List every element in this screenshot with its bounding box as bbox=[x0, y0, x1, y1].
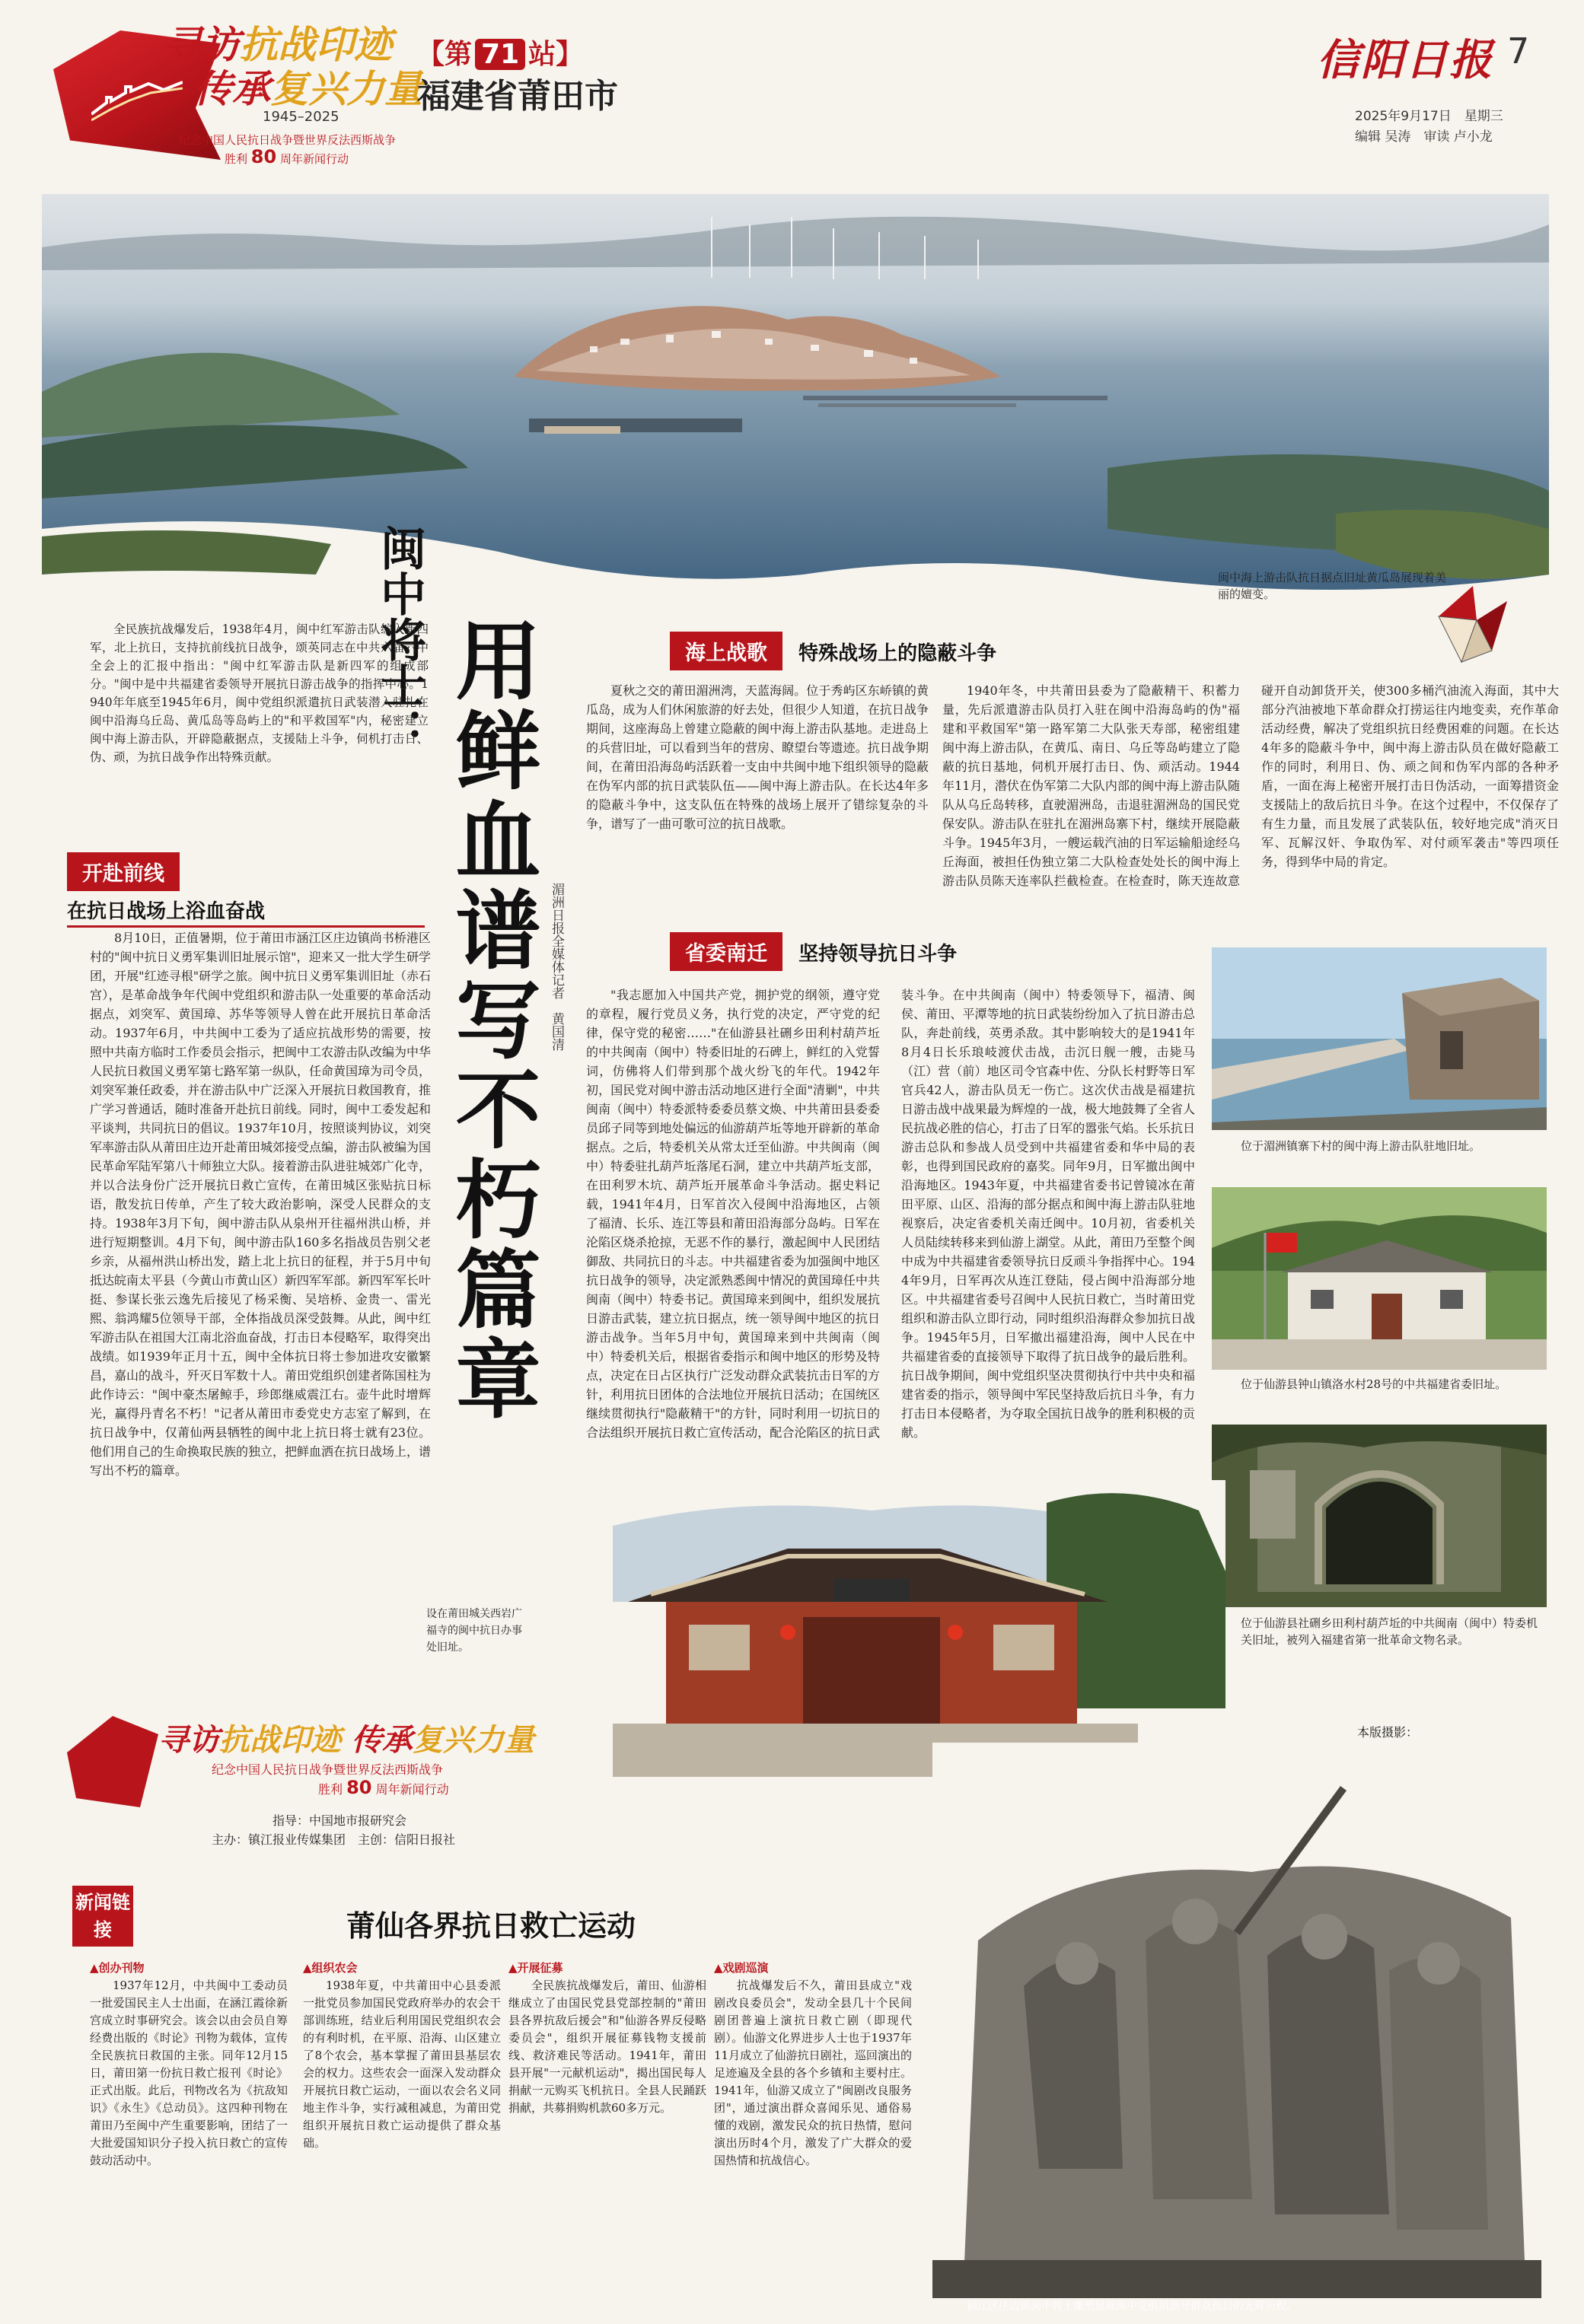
section-3-tag: 省委南迁 bbox=[670, 932, 782, 971]
section-2-tag: 海上战歌 bbox=[670, 632, 782, 670]
news-link-badge: 新闻链接 bbox=[72, 1886, 133, 1947]
pier-caption: 位于湄洲镇寨下村的闽中海上游击队驻地旧址。 bbox=[1241, 1139, 1481, 1153]
section-3-header bbox=[670, 932, 1203, 985]
sculpture-caption: 涵江区庄边镇闽中将士雕塑展现闽中党组织领导群众抗日的光辉历程。 bbox=[967, 2300, 1297, 2313]
campaign-footer bbox=[67, 1716, 554, 1891]
masthead bbox=[0, 0, 1584, 205]
campaign-footer-subtitle-2: 胜利 80 周年新闻行动 bbox=[318, 1777, 449, 1798]
section-2-subtitle: 特殊战场上的隐蔽斗争 bbox=[798, 642, 997, 665]
pier-photo bbox=[1212, 947, 1547, 1130]
island-aerial-image bbox=[42, 194, 1549, 628]
campaign-footer-slogan: 寻访抗战印迹 传承复兴力量 bbox=[158, 1722, 534, 1758]
sculpture-photo bbox=[932, 1743, 1541, 2298]
city-title: 福建省莆田市 bbox=[417, 77, 618, 116]
campaign-footer-guide: 指导：中国地市报研究会 bbox=[272, 1813, 407, 1828]
news-item-1: ▲创办刊物 1937年12月，中共闽中工委动员一批爱国民主人士出面，在涵江霞徐新宫成立时事研究会。该会以由会员自筹经费出版的《时论》刊物为载体，宣传全民族抗日救国的主张。同年12月15日，莆田第一份抗日救亡报刊《时论》正式出版。此后，刊物改名为《抗敌知识》《永生》《总动员》。这四种刊物在莆田乃至闽中产生重要影响，团结了一大批爱国知识分子投入抗日救亡的宣传鼓动活动中。 bbox=[90, 1961, 288, 2167]
cave-caption: 位于仙游县社硎乡田利村葫芦坵的中共闽南（闽中）特委机关旧址，被列入福建省第一批革命文物名录。 bbox=[1241, 1616, 1538, 1647]
news-item-2-heading: ▲组织农会 bbox=[303, 1961, 358, 1975]
station-label: 【第 71 站】 bbox=[417, 39, 584, 70]
intro-paragraph: 全民族抗战爆发后，1938年4月，闽中红军游击队编入新四军，北上抗日，支持抗前线抗日战争，颂英同志在中共六届六中全会上的汇报中指出："闽中红军游击队是新四军的组成部分。"闽中是中共福建省委领导开展抗日游击战争的指挥中心。1940年年底至1945年6月，闽中党组织派遣抗日武装潜入驻扎在闽中沿海乌丘岛、黄瓜岛等岛屿上的"和平救国军"内，秘密建立闽中海上游击队，开辟隐蔽据点，支援陆上斗争，伺机打击日、伪、顽，为抗日战争作出特殊贡献。 bbox=[90, 622, 429, 764]
issue-date: 2025年9月17日 星期三 bbox=[1355, 109, 1503, 124]
news-item-4-heading: ▲戏剧巡演 bbox=[714, 1961, 769, 1975]
headline-title: 用鲜血谱写不朽篇章 bbox=[441, 616, 541, 1425]
committee-building-caption: 位于仙游县钟山镇洛水村28号的中共福建省委旧址。 bbox=[1241, 1377, 1507, 1391]
campaign-footer-subtitle: 纪念中国人民抗日战争暨世界反法西斯战争 bbox=[212, 1762, 444, 1777]
campaign-footer-host: 主办：镇江报业传媒集团 主创：信阳日报社 bbox=[212, 1832, 456, 1847]
section-3-body: "我志愿加入中国共产党，拥护党的纲领，遵守党的章程，履行党员义务，执行党的决定，严守党的纪律，保守党的秘密……"在仙游县社硎乡田利村葫芦坵的中共闽南（闽中）特委旧址的石碑上，鲜红的入党誓词，仿佛将人们带到那个战火纷飞的年代。1942年初，国民党对闽中游击活动地区进行全面"清剿"，中共闽南（闽中）特委派特委委员蔡文焕、中共莆田县委委员邱子同等到地处偏远的仙游葫芦坵等地开辟新的革命据点。之后，特委机关从常太迁至仙游。中共闽南（闽中）特委驻扎葫芦坵落尾石洞，建立中共葫芦坵支部，在田利罗木坑、葫芦坵开展革命斗争活动。据史料记载，1941年4月，日军首次入侵闽中沿海地区，占领了福清、长乐、连江等县和莆田沿海部分岛屿。日军在沦陷区烧杀抢掠，无恶不作的暴行，激起闽中人民团结御敌、共同抗日的斗志。中共福建省委为加强闽中地区抗日战争的领导，决定派熟悉闽中情况的黄国璋任中共闽南（闽中）特委书记。黄国璋来到闽中，组织发展抗日游击武装，建立抗日据点，统一领导闽中地区的抗日游击战争。当年5月中旬，黄国璋来到中共闽南（闽中）特委机关后，根据省委指示和闽中地区的形势及特点，决定在日占区执行广泛发动群众武装抗击日军的方针，利用抗日团体的合法地位开展抗日活动；在国统区继续贯彻执行"隐蔽精干"的方针，同时利用一切抗日的合法组织开展抗日救亡宣传活动，配合沦陷区的抗日武装斗争。在中共闽南（闽中）特委领导下，福清、闽侯、莆田、平潭等地的抗日武装纷纷加入了抗日游击总队，奔赴前线，英勇杀敌。其中影响较大的是1941年8月4日长乐琅岐渡伏击战，击沉日舰一艘，击毙马（江）营（前）地区司令官森中佐、分队长村野等日军官兵42人，游击队员无一伤亡。这次伏击战是福建抗日游击战中战果最为辉煌的一战，极大地鼓舞了全省人民抗战必胜的信心，打击了日军的嚣张气焰。长乐抗日游击总队和参战人员受到中共福建省委和华中局的表彰，也得到国民政府的嘉奖。同年9月，日军撤出闽中沿海地区。1943年夏，中共福建省委书记曾镜冰在莆田平原、山区、沿海的部分据点和闽中海上游击队驻地视察后，决定省委机关南迁闽中。10月初，省委机关人员陆续转移来到仙游上湖堂。从此，莆田乃至整个闽中成为中共福建省委领导抗日反顽斗争指挥中心。1944年9月，日军再次从连江登陆，侵占闽中沿海部分地区。中共福建省委号召闽中人民抗日救亡，当时莆田党组织和游击队立即行动，同时组织沿海群众参加抗日战争。1945年5月，日军撤出福建沿海，闽中人民在中共福建省委的直接领导下取得了抗日战争的最后胜利。抗日战争期间，闽中党组织坚决贯彻执行中共中央和福建省委的指示，领导闽中军民坚持敌后抗日斗争，有力打击日本侵略者，为夺取全国抗日战争的胜利积极的贡献。 bbox=[586, 988, 1195, 1440]
campaign-years: 1945–2025 bbox=[263, 109, 339, 125]
section-1-subtitle: 在抗日战场上浴血奋战 bbox=[67, 896, 425, 928]
section-1-body: 8月10日，正值暑期，位于莆田市涵江区庄边镇尚书桥港区村的"闽中抗日义勇军集训旧址展示馆"，迎来又一批大学生研学团，开展"红迹寻根"研学之旅。闽中抗日义勇军集训旧址（赤石宫），是革命战争年代闽中党组织和游击队一处重要的革命活动据点，刘突军、黄国璋、苏华等领导人曾在此开展抗日革命活动。1937年6月，中共闽中工委为了适应抗战形势的需要，按照中共南方临时工作委员会指示，把闽中工农游击队改编为中华人民抗日救国义勇军第七路军第一纵队，任命黄国璋为司令员，刘突军兼任政委，并在游击队中广泛深入开展抗日救国教育，推广学习普通话，随时准备开赴抗日前线。同时，闽中工委发起和平谈判，共同抗日的倡议。1937年10月，按照谈判协议，刘突军率游击队从莆田庄边开赴莆田城郊接受点编，游击队被编为国民革命军陆军第八十师独立大队。接着游击队进驻城郊广化寺，并以合法身份广泛开展抗日救亡宣传，在莆田城区张贴抗日标语，散发抗日传单，产生了较大政治影响，深受人民群众的支持。1938年3月下旬，闽中游击队从泉州开往福州洪山桥，并进行短期整训。4月下旬，闽中游击队160多名指战员告别父老乡亲，从福州洪山桥出发，踏上北上抗日的征程，并于5月中旬抵达皖南太平县（今黄山市黄山区）新四军军部。新四军军长叶挺、参谋长张云逸先后接见了杨采衡、吴培桥、金贵一、雷光熙、翁鸿耀5位领导干部，全体指战员深受鼓舞。从此，闽中红军游击队在祖国大江南北浴血奋战，打击日本侵略军，取得突出战绩。如1939年正月十五，闽中全体抗日将士参加进攻安徽繁昌，嘉山的战斗，歼灭日军数十人。莆田党组织创建者陈国柱为此作诗云："闽中豪杰屠鲸手，珍郎继威震江右。壶牛此时增辉光，赢得丹青名不朽！"记者从莆田市委党史方志室了解到，在抗日战争中，仅莆仙两县牺牲的闽中北上抗日将士就有23位。他们用自己的生命换取民族的独立，把鲜血洒在抗日战场上，谱写出不朽的篇章。 bbox=[90, 931, 431, 1478]
temple-caption: 设在莆田城关西岩广福寺的闽中抗日办事处旧址。 bbox=[426, 1608, 522, 1654]
news-item-1-heading: ▲创办刊物 bbox=[90, 1961, 145, 1975]
photo-credits: 本版摄影： bbox=[1357, 1725, 1419, 1740]
temple-photo bbox=[514, 1480, 1225, 1777]
news-item-3: ▲开展征募 全民族抗战爆发后，莆田、仙游相继成立了由国民党县党部控制的"莆田县各界抗敌后援会"和"仙游各界反侵略委员会"，组织开展征募钱物支援前线、救济难民等活动。1941年，莆田县开展"一元献机运动"，揭出国民每人捐献一元购买飞机抗日。全县人民踊跃捐献，共募捐购机款60多万元。 bbox=[508, 1961, 706, 2115]
section-1-tag: 开赴前线 bbox=[67, 852, 180, 891]
editor-credits: 编辑 吴涛 审读 卢小龙 bbox=[1355, 129, 1493, 145]
news-item-4: ▲戏剧巡演 抗战爆发后不久，莆田县成立"戏剧改良委员会"，发动全县几十个民间剧团普遍上演抗日救亡剧（即现代剧）。仙游文化界进步人士也于1937年11月成立了仙游抗日剧社，巡回演出的足迹遍及全县的各个乡镇和主要村庄。1941年，仙游又成立了"闽剧改良服务团"，通过演出群众喜闻乐见、通俗易懂的戏剧，激发民众的抗日热情，慰问演出历时4个月，激发了广大群众的爱国热情和抗战信心。 bbox=[714, 1961, 912, 2167]
page-number: 7 bbox=[1507, 30, 1530, 72]
section-2-header bbox=[670, 632, 1203, 685]
section-1-header bbox=[67, 852, 425, 923]
section-3-subtitle: 坚持领导抗日斗争 bbox=[798, 943, 958, 966]
section-2-body-a: 夏秋之交的莆田湄洲湾，天蓝海阔。位于秀屿区东峤镇的黄瓜岛，成为人们休闲旅游的好去处，但很少人知道，在抗日战争期间，这座海岛上曾建立隐蔽的闽中海上游击队基地。走进岛上的兵营旧址，可以看到当年的营房、瞭望台等遗迹。抗日战争期间，在莆田沿海岛屿活跃着一支由中共闽中地下组织领导的隐蔽在伪军内部的抗日武装队伍——闽中海上游击队。在长达4年多的隐蔽斗争中，这支队伍在特殊的战场上展开了错综复杂的斗争，谱写了一曲可歌可泣的抗日战歌。 bbox=[586, 683, 929, 831]
hero-photo bbox=[42, 194, 1549, 628]
committee-building-photo bbox=[1212, 1187, 1547, 1370]
cave-photo bbox=[1212, 1425, 1547, 1607]
campaign-slogan: 寻访抗战印迹 传承复兴力量 bbox=[164, 22, 422, 111]
news-item-2: ▲组织农会 1938年夏，中共莆田中心县委派一批党员参加国民党政府举办的农会干部训练班，结业后利用国民党组织农会的有利时机，在平原、沿海、山区建立了8个农会，基本掌握了莆田县基层农会的权力。这些农会一面深入发动群众开展抗日救亡运动，一面以农会名义同地主作斗争，实行减租减息，为莆田党组织开展抗日救亡运动提供了群众基础。 bbox=[303, 1961, 501, 2150]
byline: 湄洲日报全媒体记者 黄国清 bbox=[549, 883, 564, 1051]
newspaper-logo: 信阳日报 bbox=[1317, 35, 1493, 85]
headline-kicker: 闽中将士： bbox=[373, 525, 426, 753]
campaign-subtitle: 纪念中国人民抗日战争暨世界反法西斯战争 胜利 80 周年新闻行动 bbox=[179, 133, 397, 167]
hero-caption: 闽中海上游击队抗日据点旧址黄瓜岛展现着美丽的嬗变。 bbox=[1218, 571, 1447, 601]
news-link-title: 莆仙各界抗日救亡运动 bbox=[346, 1909, 636, 1943]
news-item-3-heading: ▲开展征募 bbox=[508, 1961, 563, 1975]
section-2-body-b: 1940年冬，中共莆田县委为了隐蔽精干、积蓄力量，先后派遣游击队员打入驻在闽中沿海岛屿的伪"福建和平救国军"第一路军第二大队张天寿部，秘密组建闽中海上游击队，在黄瓜、南日、乌丘等岛屿建立了隐蔽的抗日基地，伺机开展打击日、伪、顽活动。1944年11月，潜伏在伪军第二大队内部的闽中海上游击队随队从乌丘岛转移，直驶湄洲岛，击退驻湄洲岛的国民党保安队。游击队在驻扎在湄洲岛寨下村，继续开展隐蔽斗争。1945年3月，一艘运载汽油的日军运输船途经乌丘海面，被担任伪独立第二大队检查处处长的闽中海上游击队员陈天连率队拦截检查。在检查时，陈天连故意碰开自动卸货开关，使300多桶汽油流入海面，其中大部分汽油被地下革命群众打捞运往内地变卖，充作革命活动经费，解决了党组织抗日经费困难的问题。在长达4年多的隐蔽斗争中，闽中海上游击队员在做好隐蔽工作的同时，利用日、伪、顽之间和伪军内部的各种矛盾，一面在海上秘密开展打击日伪活动，一面筹措资金支援陆上的敌后抗日斗争。在这个过程中，不仅保存了有生力量，而且发展了武装队伍，较好地完成"消灭日军、瓦解汉奸、争取伪军、对付顽军袭击"等四项任务，得到华中局的肯定。 bbox=[942, 683, 1559, 888]
campaign-footer-ribbon bbox=[67, 1716, 158, 1807]
origami-crane-icon bbox=[1431, 578, 1515, 670]
